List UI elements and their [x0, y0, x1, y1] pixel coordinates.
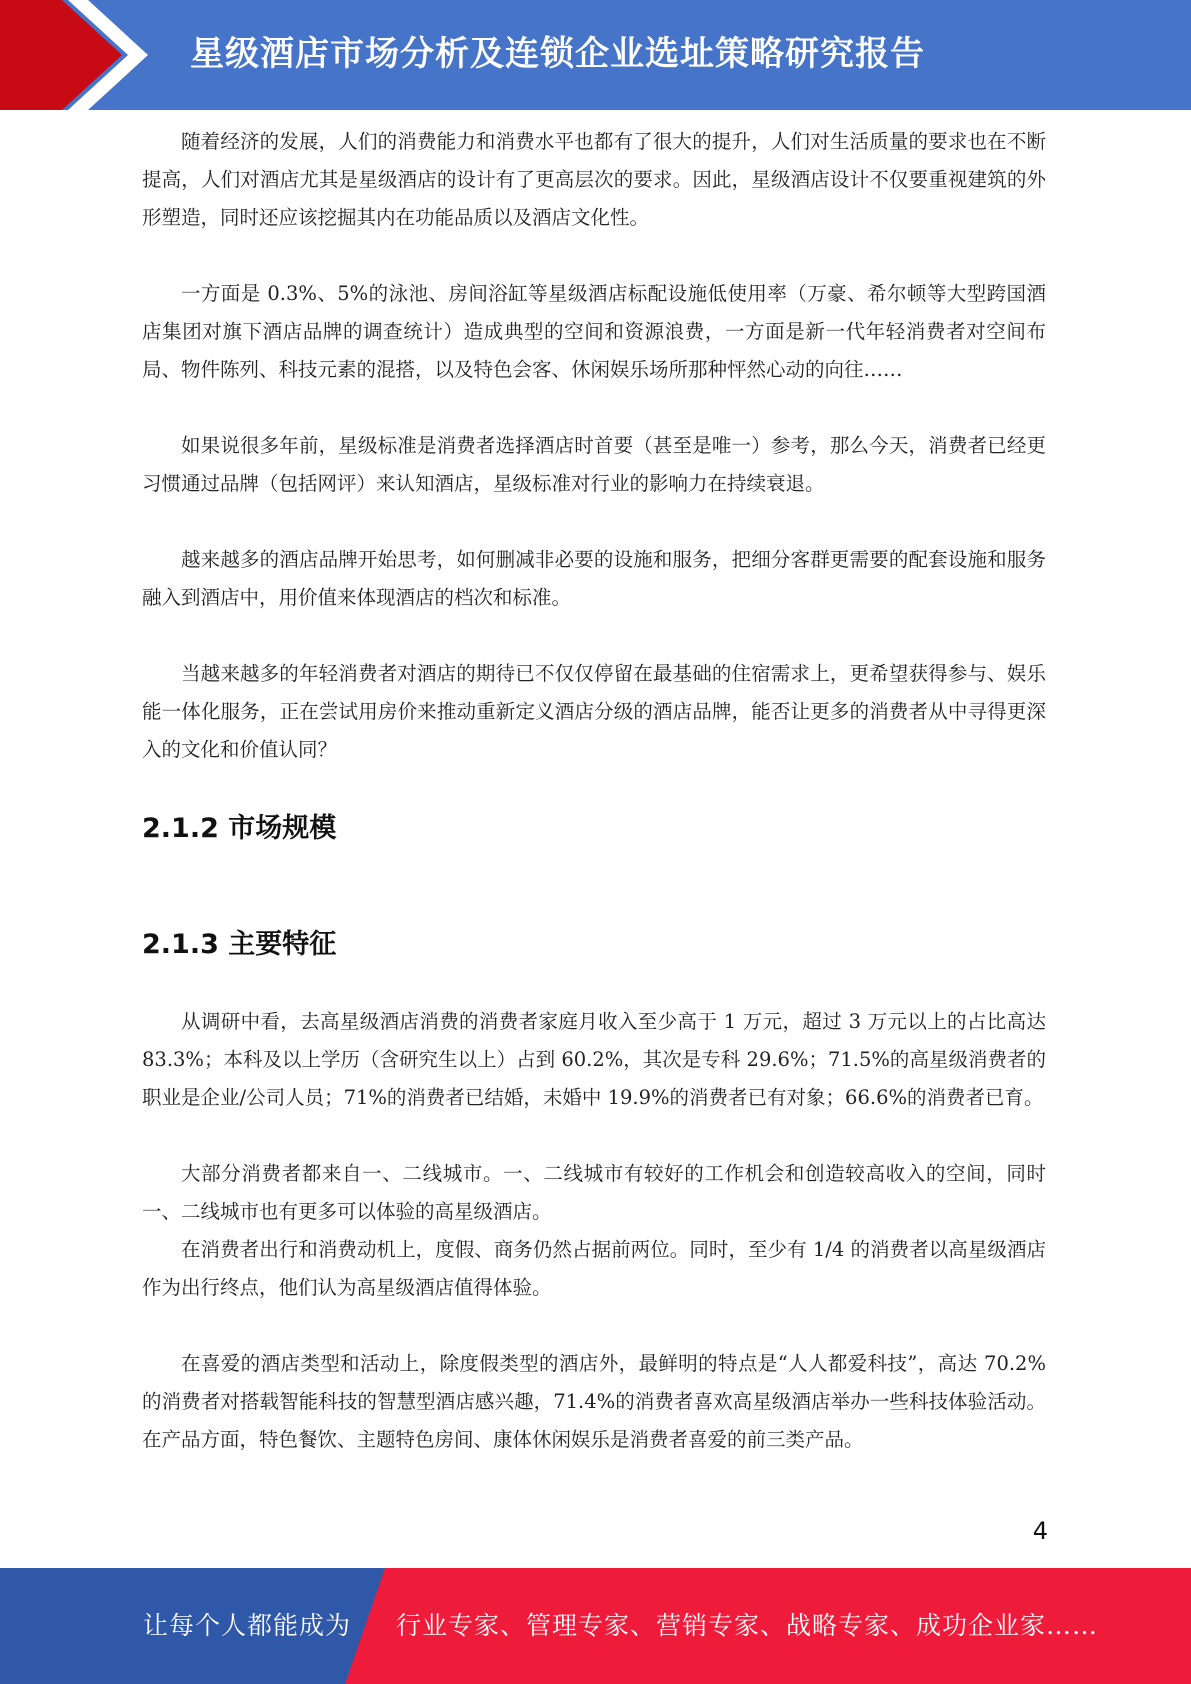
section-heading-market-size: 2.1.2 市场规模	[142, 813, 337, 844]
paragraph-3: 如果说很多年前，星级标准是消费者选择酒店时首要（甚至是唯一）参考，那么今天，消费者已经更习惯通过品牌（包括网评）来认知酒店，星级标准对行业的影响力在持续衰退。	[142, 434, 1046, 495]
header-arrow-decoration	[0, 0, 160, 110]
paragraph-6: 从调研中看，去高星级酒店消费的消费者家庭月收入至少高于 1 万元，超过 3 万元以上的占比高达 83.3%；本科及以上学历（含研究生以上）占到 60.2%，其次是专科 29.6%；71.5%的高星级消费者的职业是企业/公司人员；71%的消费者已结婚，未婚中 19.9%的消费者已有对象；66.6%的消费者已育。	[142, 1010, 1046, 1109]
paragraph-4: 越来越多的酒店品牌开始思考，如何删减非必要的设施和服务，把细分客群更需要的配套设施和服务融入到酒店中，用价值来体现酒店的档次和标准。	[142, 548, 1046, 609]
report-title: 星级酒店市场分析及连锁企业选址策略研究报告	[190, 34, 925, 74]
header-band	[0, 0, 1191, 110]
footer-band	[0, 1568, 1191, 1684]
main-content	[142, 123, 1046, 1459]
paragraph-9: 在喜爱的酒店类型和活动上，除度假类型的酒店外，最鲜明的特点是“人人都爱科技”，高达 70.2%的消费者对搭载智能科技的智慧型酒店感兴趣，71.4%的消费者喜欢高星级酒店举办一些科技体验活动。在产品方面，特色餐饮、主题特色房间、康体休闲娱乐是消费者喜爱的前三类产品。	[142, 1352, 1046, 1451]
section-heading-main-features: 2.1.3 主要特征	[142, 929, 337, 960]
paragraph-1: 随着经济的发展，人们的消费能力和消费水平也都有了很大的提升，人们对生活质量的要求也在不断提高，人们对酒店尤其是星级酒店的设计有了更高层次的要求。因此，星级酒店设计不仅要重视建筑的外形塑造，同时还应该挖掘其内在功能品质以及酒店文化性。	[142, 130, 1046, 229]
paragraph-2: 一方面是 0.3%、5%的泳池、房间浴缸等星级酒店标配设施低使用率（万豪、希尔顿等大型跨国酒店集团对旗下酒店品牌的调查统计）造成典型的空间和资源浪费，一方面是新一代年轻消费者对空间布局、物件陈列、科技元素的混搭，以及特色会客、休闲娱乐场所那种怦然心动的向往……	[142, 282, 1046, 381]
paragraph-5: 当越来越多的年轻消费者对酒店的期待已不仅仅停留在最基础的住宿需求上，更希望获得参与、娱乐能一体化服务，正在尝试用房价来推动重新定义酒店分级的酒店品牌，能否让更多的消费者从中寻得更深入的文化和价值认同？	[142, 662, 1046, 761]
paragraph-8: 在消费者出行和消费动机上，度假、商务仍然占据前两位。同时，至少有 1/4 的消费者以高星级酒店作为出行终点，他们认为高星级酒店值得体验。	[142, 1238, 1046, 1299]
paragraph-7: 大部分消费者都来自一、二线城市。一、二线城市有较好的工作机会和创造较高收入的空间，同时一、二线城市也有更多可以体验的高星级酒店。	[142, 1162, 1046, 1223]
page-number: 4	[1032, 1517, 1048, 1545]
footer-slogan-right: 行业专家、管理专家、营销专家、战略专家、成功企业家……	[396, 1611, 1099, 1640]
footer-slogan-left: 让每个人都能成为	[143, 1611, 352, 1640]
